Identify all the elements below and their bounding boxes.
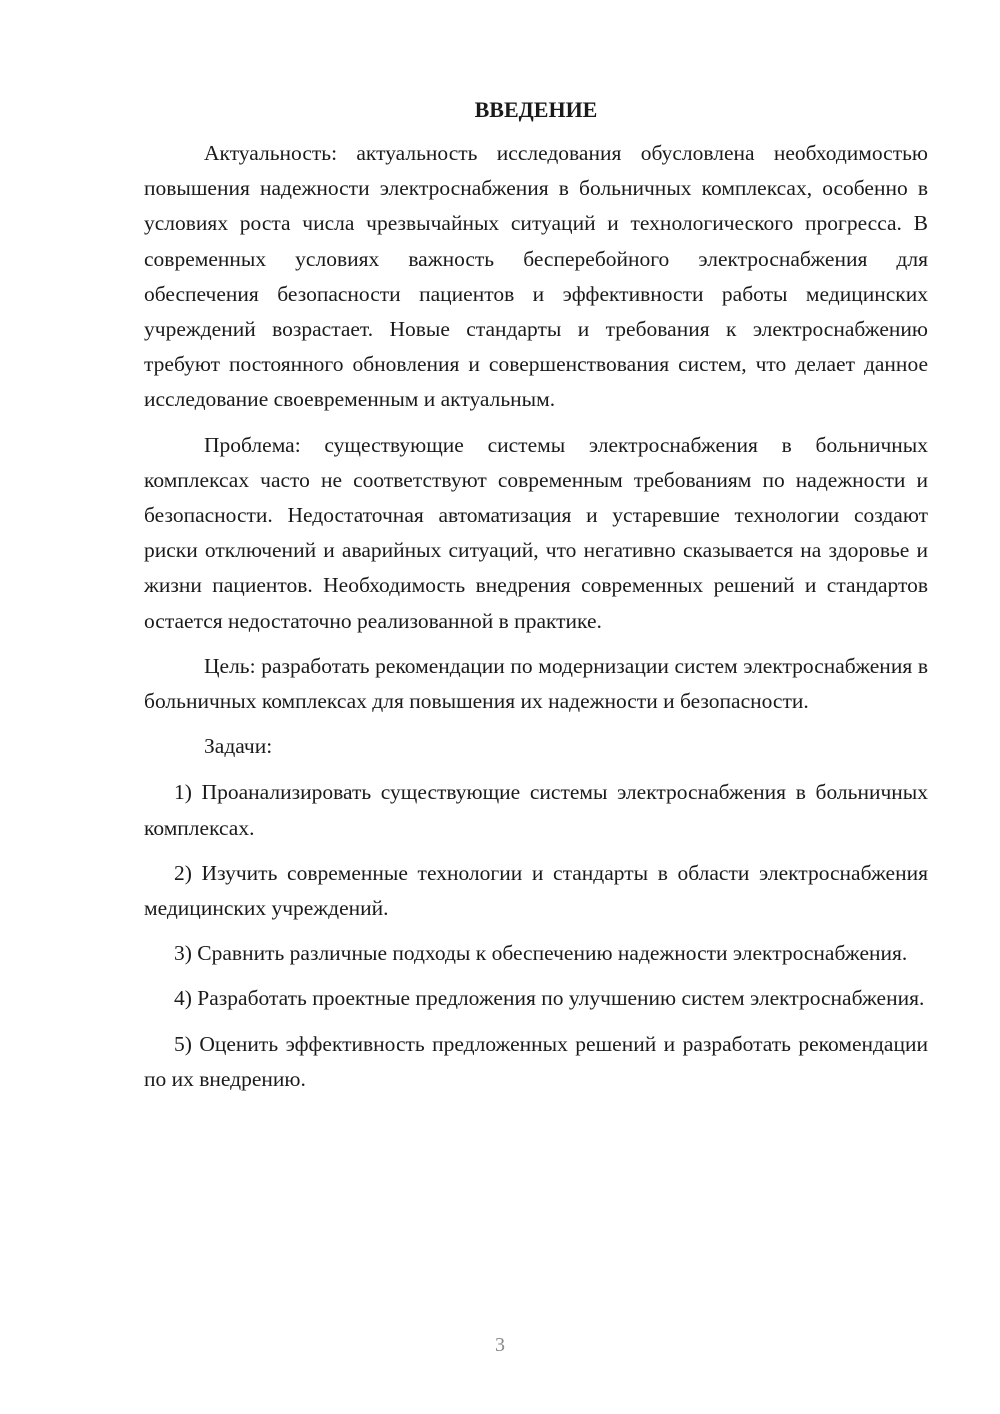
task-item: 3) Сравнить различные подходы к обеспечению надежности электроснабжения. <box>174 941 908 966</box>
problem-paragraph: Проблема: существующие системы электроснабжения в больничных комплексах часто не соответствуют современным требованиям по надежности и безопасности. Недостаточная автоматизация и устаревшие технологии создают риски отключений и аварийных ситуаций, что негативно сказывается на здоровье и жизни пациентов. Необходимость внедрения современных решений и стандартов остается недостаточно реализованной в практике. <box>144 432 928 633</box>
document-page <box>144 94 928 1107</box>
task-item: 5) Оценить эффективность предложенных решений и разработать рекомендации по их внедрению. <box>144 1031 928 1091</box>
task-item: 2) Изучить современные технологии и стандарты в области электроснабжения медицинских учреждений. <box>144 860 928 921</box>
tasks-heading: Задачи: <box>204 734 273 759</box>
task-list <box>144 775 928 1097</box>
task-item: 4) Разработать проектные предложения по улучшению систем электроснабжения. <box>174 986 925 1011</box>
page-number: 3 <box>495 1334 505 1356</box>
section-title: ВВЕДЕНИЕ <box>474 97 598 122</box>
relevance-paragraph: Актуальность: актуальность исследования обусловлена необходимостью повышения надежности электроснабжения в больничных комплексах, особенно в условиях роста числа чрезвычайных ситуаций и технологического прогресса. В современных условиях важность бесперебойного электроснабжения для обеспечения безопасности пациентов и эффективности работы медицинских учреждений возрастает. Новые стандарты и требования к электроснабжению требуют постоянного обновления и совершенствования систем, что делает данное исследование своевременным и актуальным. <box>144 141 928 412</box>
task-item: 1) Проанализировать существующие системы электроснабжения в больничных комплексах. <box>144 780 928 840</box>
goal-paragraph: Цель: разработать рекомендации по модернизации систем электроснабжения в больничных комплексах для повышения их надежности и безопасности. <box>144 653 928 714</box>
